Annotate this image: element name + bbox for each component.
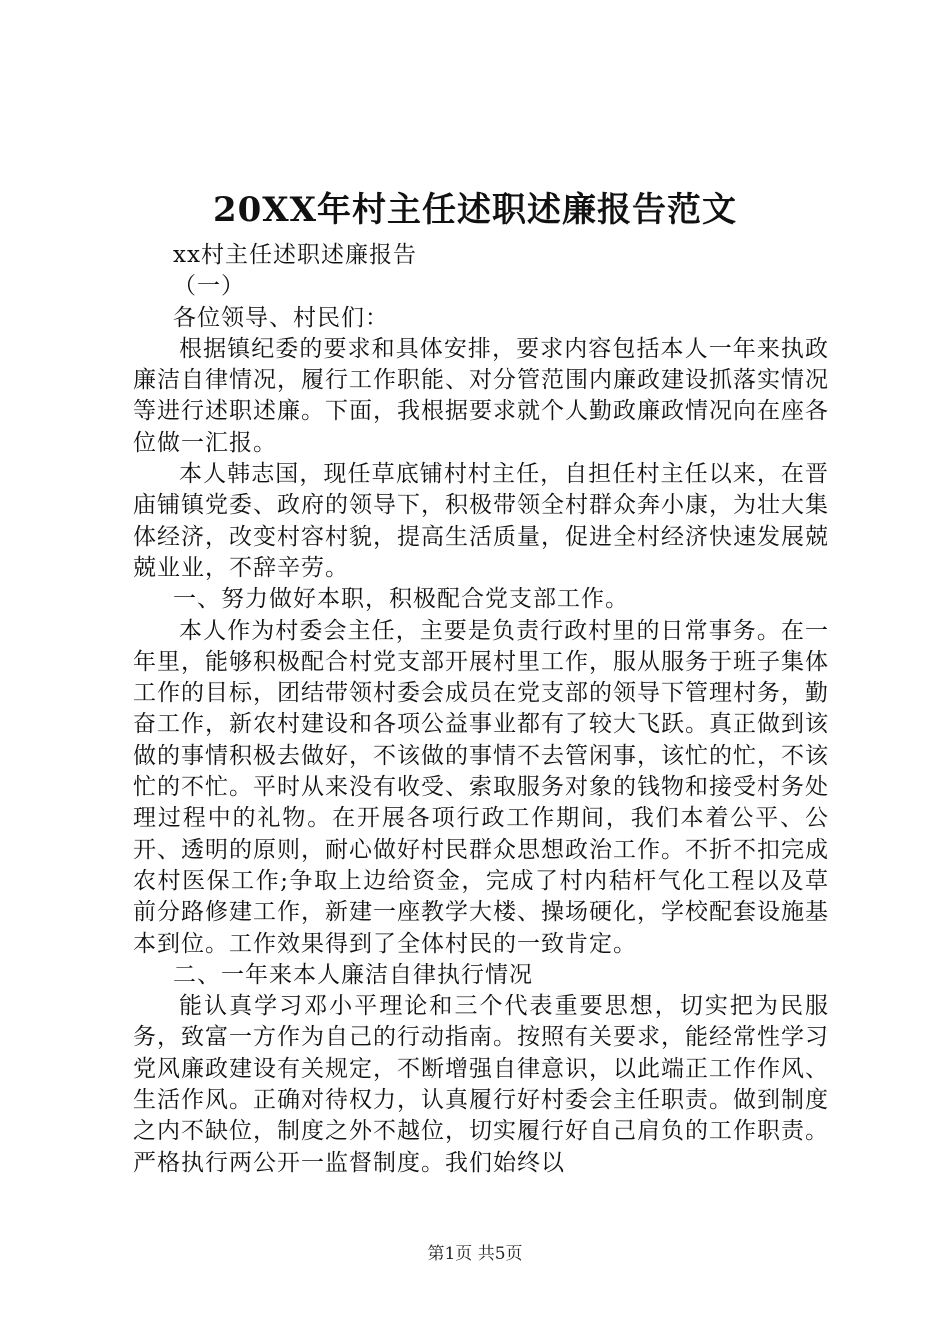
paragraph: 根据镇纪委的要求和具体安排，要求内容包括本人一年来执政廉洁自律情况，履行工作职能、对分管范围内廉政建设抓落实情况等进行述职述廉。下面，我根据要求就个人勤政廉政情况向在座各位做一汇报。	[133, 335, 829, 456]
section-heading: 二、一年来本人廉洁自律执行情况	[173, 961, 533, 988]
section-heading: 一、努力做好本职，积极配合党支部工作。	[173, 586, 629, 613]
page-number-footer: 第1页 共5页	[427, 1244, 523, 1264]
salutation: 各位领导、村民们：	[173, 304, 389, 331]
subtitle-line: xx村主任述职述廉报告	[173, 242, 417, 268]
paragraph: 本人韩志国，现任草底铺村村主任，自担任村主任以来，在晋庙铺镇党委、政府的领导下，积极带领全村群众奔小康，为壮大集体经济，改变村容村貌，提高生活质量，促进全村经济快速发展兢兢业业，不辞辛劳。	[133, 461, 829, 581]
paragraph: 能认真学习邓小平理论和三个代表重要思想，切实把为民服务，致富一方作为自己的行动指南。按照有关要求，能经常性学习党风廉政建设有关规定，不断增强自律意识，以此端正工作作风、生活作风。正确对待权力，认真履行好村委会主任职责。做到制度之内不缺位，制度之外不越位，切实履行好自己肩负的工作职责。严格执行两公开一监督制度。我们始终以	[133, 993, 829, 1176]
paragraph: 本人作为村委会主任，主要是负责行政村里的日常事务。在一年里，能够积极配合村党支部开展村里工作，服从服务于班子集体工作的目标，团结带领村委会成员在党支部的领导下管理村务，勤奋工作，新农村建设和各项公益事业都有了较大飞跃。真正做到该做的事情积极去做好，不该做的事情不去管闲事，该忙的忙，不该忙的不忙。平时从来没有收受、索取服务对象的钱物和接受村务处理过程中的礼物。在开展各项行政工作期间，我们本着公平、公开、透明的原则，耐心做好村民群众思想政治工作。不折不扣完成农村医保工作;争取上边给资金，完成了村内秸杆气化工程以及草前分路修建工作，新建一座教学大楼、操场硬化，学校配套设施基本到位。工作效果得到了全体村民的一致肯定。	[133, 617, 829, 957]
document-title: 20XX年村主任述职述廉报告范文	[212, 190, 738, 230]
section-number: （一）	[173, 273, 245, 300]
document-body	[133, 240, 829, 1179]
